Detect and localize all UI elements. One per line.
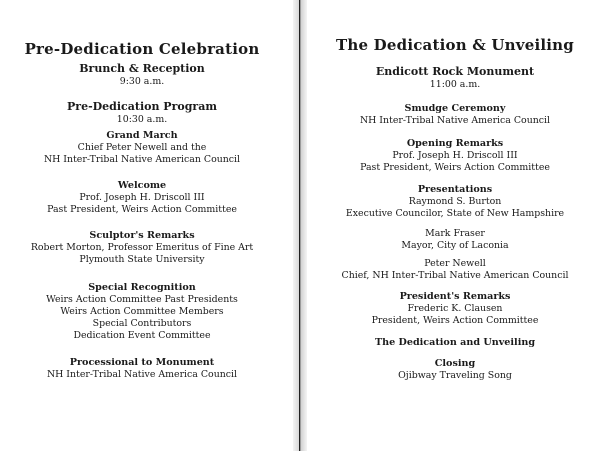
section-line: Ojibway Traveling Song (398, 370, 512, 381)
section-line: Special Contributors (92, 318, 192, 329)
left-page (0, 0, 284, 451)
section-line: Past President, Weirs Action Committee (47, 204, 237, 215)
section-heading: Closing (434, 358, 476, 369)
section-grand-march (0, 130, 284, 166)
section-heading: Welcome (117, 180, 167, 191)
section-line: Weirs Action Committee Past Presidents (46, 294, 238, 305)
section-heading: Processional to Monument (69, 357, 215, 368)
section-line: Mayor, City of Laconia (401, 240, 509, 251)
section-line: Prof. Joseph H. Driscoll III (79, 192, 205, 203)
left-page-title: Pre-Dedication Celebration (24, 40, 260, 58)
section-line: Frederic K. Clausen (407, 303, 503, 314)
section-presentations (313, 184, 597, 220)
section-pre-dedication-program (0, 100, 284, 126)
section-line: Past President, Weirs Action Committee (360, 162, 550, 173)
section-line: Peter Newell (424, 258, 486, 269)
section-heading: Special Recognition (88, 282, 196, 293)
section-welcome (0, 180, 284, 216)
section-line: Robert Morton, Professor Emeritus of Fine Art (30, 242, 254, 253)
section-presidents-remarks (313, 291, 597, 327)
section-line: 9:30 a.m. (119, 76, 165, 87)
section-line: Prof. Joseph H. Driscoll III (392, 150, 518, 161)
section-processional (0, 357, 284, 381)
section-line: 11:00 a.m. (429, 79, 481, 90)
page-fold (293, 0, 307, 451)
page-edge-divider (299, 0, 300, 451)
section-heading: The Dedication and Unveiling (374, 337, 536, 348)
section-line: Chief Peter Newell and the (77, 142, 207, 153)
presenter-peter-newell (313, 258, 597, 282)
section-endicott-rock-monument (313, 65, 597, 91)
section-line: NH Inter-Tribal Native America Council (46, 369, 238, 380)
section-line: NH Inter-Tribal Native America Council (359, 115, 551, 126)
section-sculptors-remarks (0, 230, 284, 266)
section-heading: Opening Remarks (406, 138, 504, 149)
section-heading: Sculptor's Remarks (89, 230, 195, 241)
section-heading: Pre-Dedication Program (67, 100, 217, 113)
section-heading: Brunch & Reception (79, 62, 205, 75)
right-page (313, 0, 597, 451)
section-smudge-ceremony (313, 103, 597, 127)
section-line: Chief, NH Inter-Tribal Native American Council (341, 270, 569, 281)
section-line: 10:30 a.m. (116, 114, 168, 125)
section-dedication-unveiling (313, 337, 597, 349)
section-heading: President's Remarks (399, 291, 511, 302)
section-heading: Smudge Ceremony (404, 103, 506, 114)
section-line: NH Inter-Tribal Native American Council (43, 154, 241, 165)
section-heading: Endicott Rock Monument (375, 65, 535, 78)
section-line: Executive Councilor, State of New Hampshire (345, 208, 565, 219)
section-special-recognition (0, 282, 284, 342)
section-brunch-reception (0, 62, 284, 88)
right-page-title: The Dedication & Unveiling (336, 36, 574, 54)
presenter-mark-fraser (313, 228, 597, 252)
section-heading: Presentations (417, 184, 493, 195)
section-line: Plymouth State University (79, 254, 205, 265)
section-line: President, Weirs Action Committee (371, 315, 539, 326)
section-closing (313, 358, 597, 382)
section-line: Raymond S. Burton (408, 196, 502, 207)
section-opening-remarks (313, 138, 597, 174)
section-line: Dedication Event Committee (73, 330, 211, 341)
section-line: Weirs Action Committee Members (60, 306, 224, 317)
section-heading: Grand March (106, 130, 178, 141)
section-line: Mark Fraser (425, 228, 485, 239)
